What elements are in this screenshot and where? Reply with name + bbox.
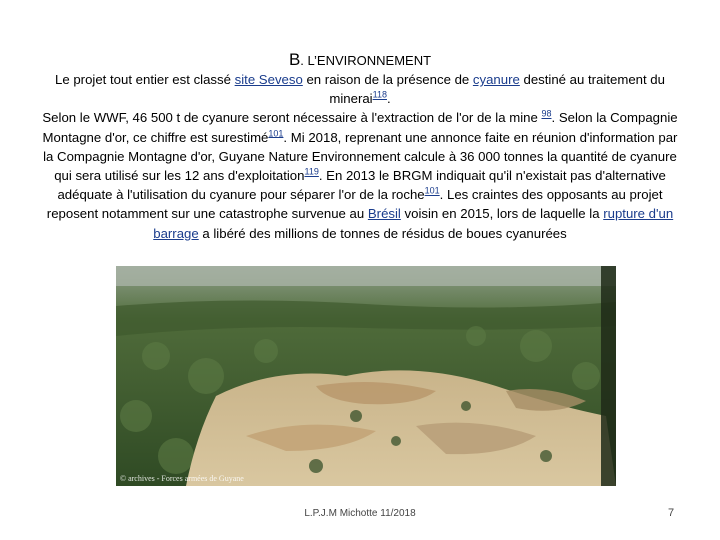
title-text: . L’ENVIRONNEMENT: [300, 53, 432, 68]
link-bresil[interactable]: Brésil: [367, 206, 401, 222]
text-run: . En 2013 le BRGM indiquait qu'il n'existait pas d'alternative adéquate à l'utilisation du cyanure pour séparer l'or de la roche: [57, 168, 666, 203]
text-run: voisin en 2015, lors de laquelle la: [400, 206, 604, 222]
footer-author: L.P.J.M Michotte 11/2018: [304, 508, 416, 519]
reference-118[interactable]: 118: [372, 89, 387, 100]
text-run: Selon le WWF, 46 500 t de cyanure seront nécessaire à l'extraction de l'or de la mine: [42, 110, 542, 126]
text-run: en raison de la présence de: [302, 72, 473, 87]
page-number: 7: [668, 507, 675, 519]
reference-119[interactable]: 119: [304, 166, 319, 177]
paragraph-wwf: [40, 108, 680, 242]
text-run: destiné au traitement du minerai: [329, 72, 665, 107]
paragraph-seveso: [40, 70, 680, 108]
link-site-seveso[interactable]: site Seveso: [234, 72, 303, 87]
reference-101[interactable]: 101: [268, 128, 284, 139]
text-run: . Les craintes des opposants au projet reposent notamment sur une catastrophe survenue au: [46, 187, 663, 222]
text-run: . Mi 2018, reprenant une annonce faite en réunion d'information par la Compagnie Montagne d'or, Guyane Nature Environnement calcule à 36 000 tonnes la quantité de cyanure qui sera utilisé sur les 12 ans d'exploitation: [43, 129, 678, 184]
reference-101-b[interactable]: 101: [424, 185, 440, 196]
title-letter: B: [288, 50, 301, 69]
photo-credit: © archives - Forces armées de Guyane: [120, 474, 244, 483]
text-run: a libéré des millions de tonnes de résidus de boues cyanurées: [198, 225, 567, 241]
aerial-photo-mining-site: [116, 266, 616, 486]
text-run: . Selon la Compagnie Montagne d'or, ce chiffre est surestimé: [42, 110, 678, 145]
text-run: Le projet tout entier est classé: [55, 72, 235, 87]
body-text: [40, 70, 680, 243]
slide-title: [0, 50, 720, 71]
link-rupture-barrage[interactable]: rupture d'un barrage: [153, 206, 674, 241]
photo-illustration: [116, 266, 616, 486]
text-run: .: [386, 91, 391, 107]
reference-98[interactable]: 98: [541, 109, 552, 120]
link-cyanure[interactable]: cyanure: [472, 72, 520, 87]
